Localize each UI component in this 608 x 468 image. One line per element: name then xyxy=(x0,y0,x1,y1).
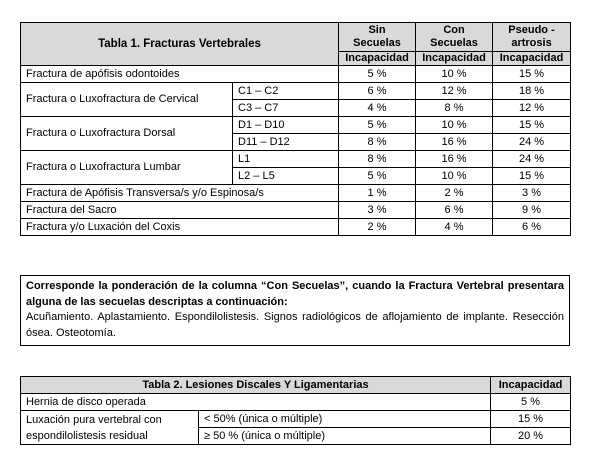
cell-value: 5 % xyxy=(339,168,416,185)
cell-value: 16 % xyxy=(416,134,493,151)
cell-value: 15 % xyxy=(491,411,571,428)
table2-title: Tabla 2. Lesiones Discales Y Ligamentarias xyxy=(21,377,491,394)
row-sublabel: D1 – D10 xyxy=(233,117,339,134)
row-sublabel: C3 – C7 xyxy=(233,100,339,117)
cell-value: 8 % xyxy=(416,100,493,117)
cell-value: 20 % xyxy=(491,428,571,445)
col-header-pseudoartrosis: Pseudo - artrosis xyxy=(493,23,571,52)
cell-value: 3 % xyxy=(339,202,416,219)
cell-value: 6 % xyxy=(416,202,493,219)
table-fracturas-vertebrales xyxy=(20,22,571,236)
cell-value: 5 % xyxy=(491,394,571,411)
note-box xyxy=(20,275,570,346)
cell-value: 24 % xyxy=(493,134,571,151)
cell-value: 6 % xyxy=(339,83,416,100)
cell-value: 8 % xyxy=(339,151,416,168)
cell-value: 15 % xyxy=(493,117,571,134)
cell-value: 4 % xyxy=(416,219,493,236)
table-row xyxy=(21,66,571,83)
row-sublabel: L2 – L5 xyxy=(233,168,339,185)
table-row xyxy=(21,185,571,202)
cell-value: 2 % xyxy=(416,185,493,202)
cell-value: 5 % xyxy=(339,117,416,134)
table-row xyxy=(21,151,571,168)
cell-value: 5 % xyxy=(339,66,416,83)
group-label-line1: Luxación pura vertebral con xyxy=(26,413,162,426)
row-sublabel: ≥ 50 % (única o múltiple) xyxy=(199,428,491,445)
cell-value: 15 % xyxy=(493,168,571,185)
cell-value: 16 % xyxy=(416,151,493,168)
row-label: Hernia de disco operada xyxy=(21,394,491,411)
cell-value: 4 % xyxy=(339,100,416,117)
table-row xyxy=(21,117,571,134)
cell-value: 6 % xyxy=(493,219,571,236)
col-header-sin-secuelas: Sin Secuelas xyxy=(339,23,416,52)
cell-value: 18 % xyxy=(493,83,571,100)
note-bold-text: Corresponde la ponderación de la columna “Con Secuelas”, cuando la Fractura Vertebral presentara alguna de las secuelas descriptas a continuación: xyxy=(26,280,564,308)
cell-value: 24 % xyxy=(493,151,571,168)
table-row xyxy=(21,202,571,219)
cell-value: 10 % xyxy=(416,117,493,134)
row-label: Fractura de apófisis odontoides xyxy=(21,66,339,83)
row-sublabel: D11 – D12 xyxy=(233,134,339,151)
row-sublabel: < 50% (única o múltiple) xyxy=(199,411,491,428)
row-sublabel: C1 – C2 xyxy=(233,83,339,100)
table-lesiones-discales xyxy=(20,376,571,445)
table-row xyxy=(21,83,571,100)
col-sub-incapacidad: Incapacidad xyxy=(416,52,493,66)
row-label: Fractura o Luxofractura de Cervical xyxy=(21,83,233,117)
table-row xyxy=(21,219,571,236)
note-body-text: Acuñamiento. Aplastamiento. Espondilolistesis. Signos radiológicos de aflojamiento de implante. Resección ósea. Osteotomía. xyxy=(26,311,564,339)
col-sub-incapacidad: Incapacidad xyxy=(339,52,416,66)
cell-value: 12 % xyxy=(493,100,571,117)
row-label: Fractura de Apófisis Transversa/s y/o Espinosa/s xyxy=(21,185,339,202)
row-label: Fractura o Luxofractura Dorsal xyxy=(21,117,233,151)
row-sublabel: L1 xyxy=(233,151,339,168)
table2-col-header: Incapacidad xyxy=(491,377,571,394)
group-label-line2: espondilolistesis residual xyxy=(26,429,148,442)
row-label: Fractura o Luxofractura Lumbar xyxy=(21,151,233,185)
cell-value: 1 % xyxy=(339,185,416,202)
cell-value: 12 % xyxy=(416,83,493,100)
cell-value: 9 % xyxy=(493,202,571,219)
cell-value: 2 % xyxy=(339,219,416,236)
cell-value: 15 % xyxy=(493,66,571,83)
row-label xyxy=(21,411,199,445)
row-label: Fractura del Sacro xyxy=(21,202,339,219)
col-sub-incapacidad: Incapacidad xyxy=(493,52,571,66)
row-label: Fractura y/o Luxación del Coxis xyxy=(21,219,339,236)
col-header-con-secuelas: Con Secuelas xyxy=(416,23,493,52)
cell-value: 10 % xyxy=(416,66,493,83)
table1-title: Tabla 1. Fracturas Vertebrales xyxy=(21,23,339,66)
cell-value: 10 % xyxy=(416,168,493,185)
cell-value: 3 % xyxy=(493,185,571,202)
cell-value: 8 % xyxy=(339,134,416,151)
table-row xyxy=(21,411,571,428)
table-row xyxy=(21,394,571,411)
